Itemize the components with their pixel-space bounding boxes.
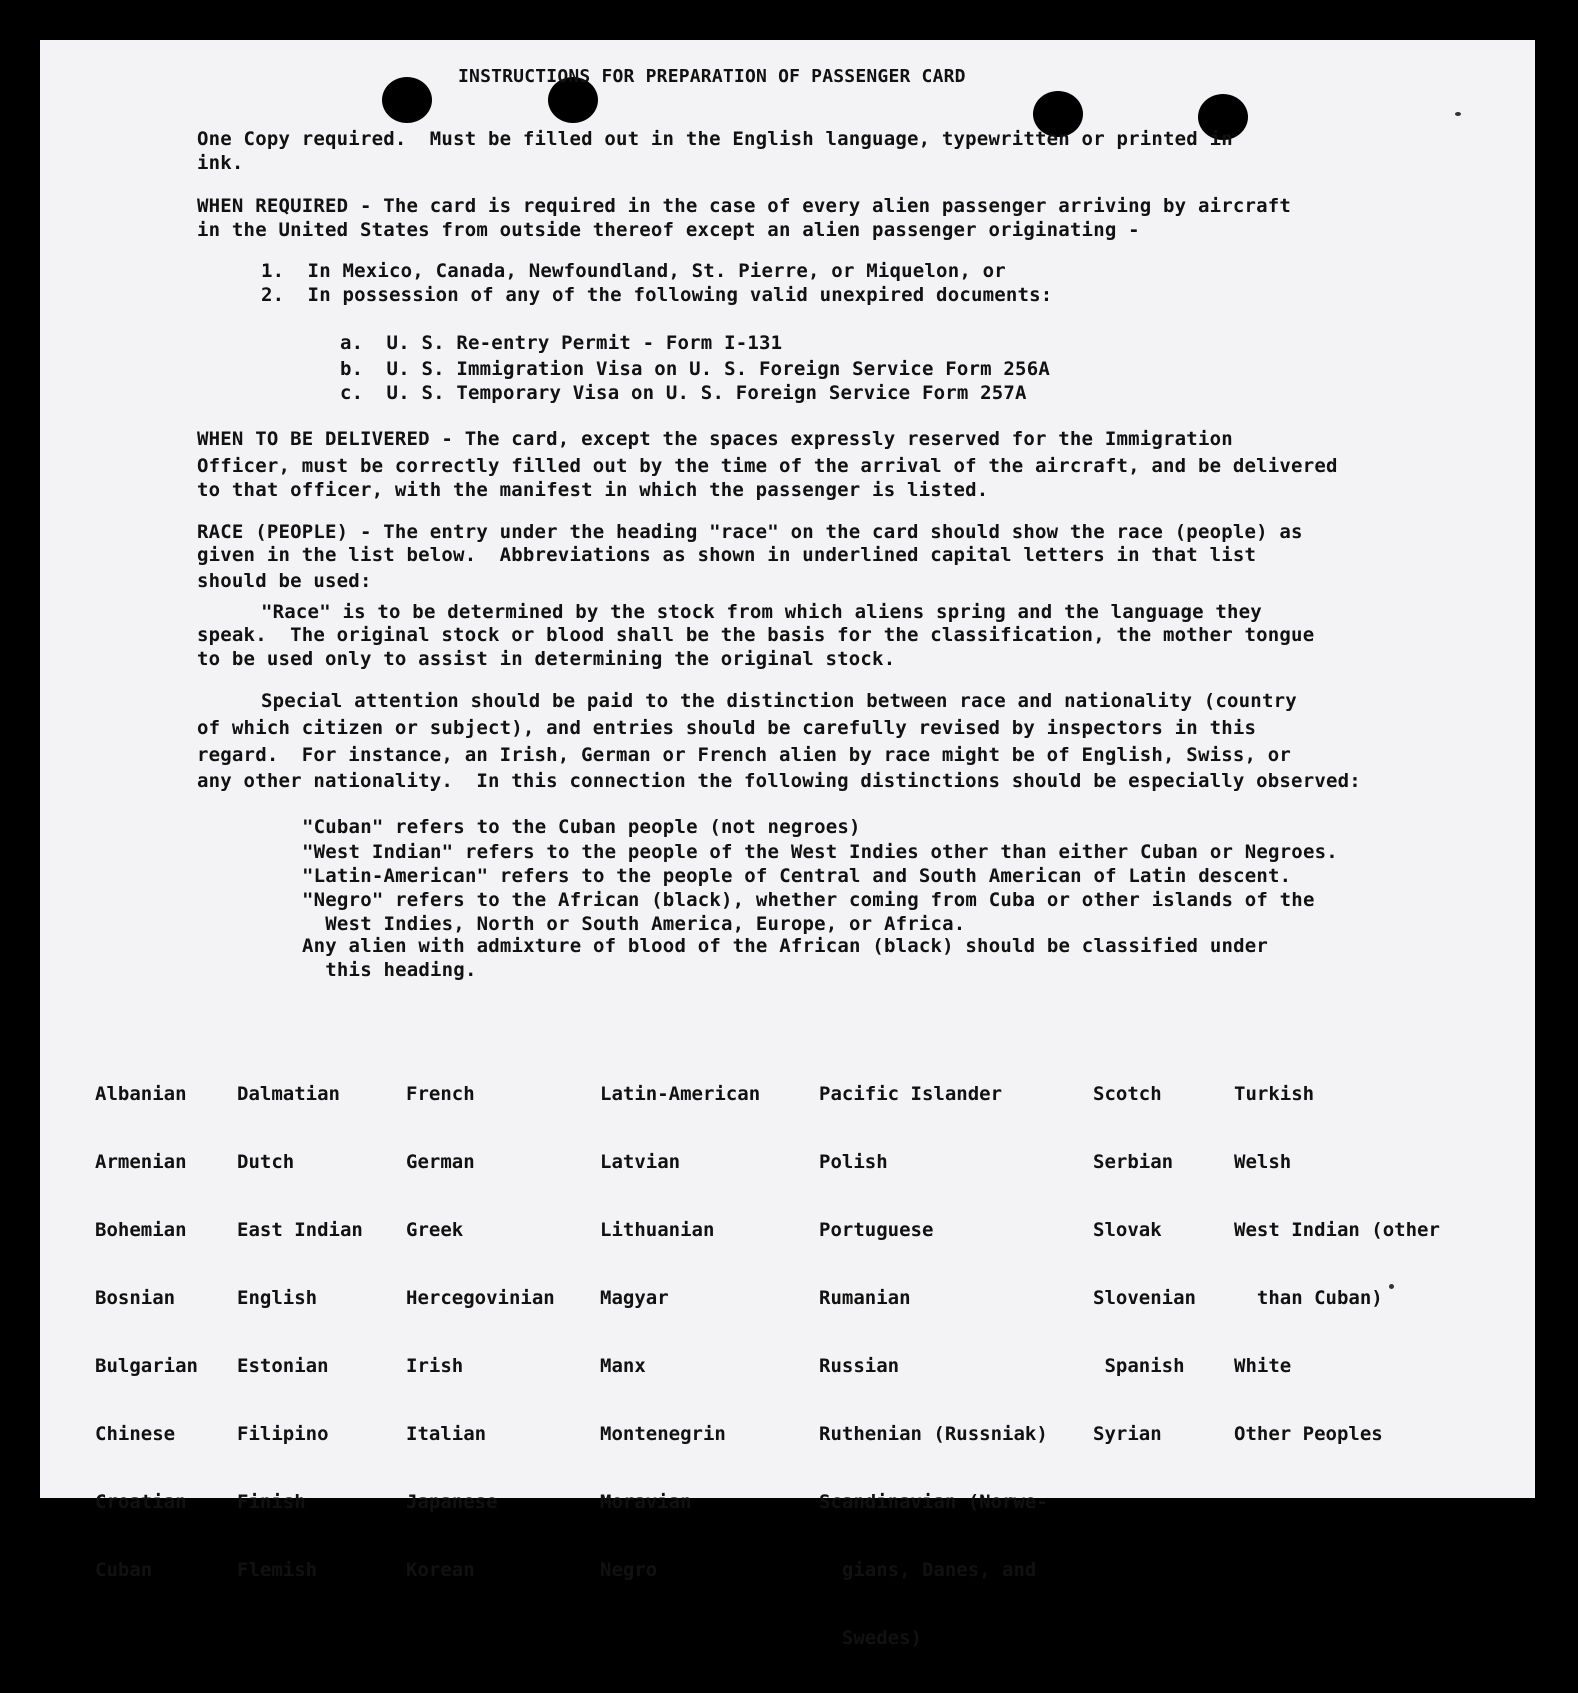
race-entry: Albanian <box>95 1083 187 1105</box>
race-entry: Scotch <box>1093 1083 1162 1105</box>
race-entry: Turkish <box>1234 1083 1315 1105</box>
race-entry: Swedes) <box>819 1627 922 1649</box>
race-entry: White <box>1234 1355 1292 1377</box>
when-delivered-line: WHEN TO BE DELIVERED - The card, except the spaces expressly reserved for the Immigration <box>197 428 1233 450</box>
race-entry: East Indian <box>237 1219 363 1241</box>
race-people-line: given in the list below. Abbreviations as shown in underlined capital letters in that list <box>197 544 1257 566</box>
race-entry: Scandinavian (Norwe- <box>819 1491 1048 1513</box>
race-column <box>1234 1039 1440 1489</box>
race-entry: Latin-American <box>600 1083 761 1105</box>
race-defined-line: "Race" is to be determined by the stock from which aliens spring and the language they <box>261 601 1262 623</box>
race-entry: Latvian <box>600 1151 681 1173</box>
race-entry: Syrian <box>1093 1423 1162 1445</box>
distinction-line: "Negro" refers to the African (black), whether coming from Cuba or other islands of the <box>302 889 1315 911</box>
race-entry: Slovenian <box>1093 1287 1196 1309</box>
exception-item: 1. In Mexico, Canada, Newfoundland, St. Pierre, or Miquelon, or <box>261 260 1006 282</box>
race-defined-line: speak. The original stock or blood shall be the basis for the classification, the mother tongue <box>197 624 1315 646</box>
punch-hole <box>382 77 432 123</box>
race-entry: Irish <box>406 1355 464 1377</box>
race-entry: Magyar <box>600 1287 669 1309</box>
distinction-line: "Cuban" refers to the Cuban people (not negroes) <box>302 816 861 838</box>
race-entry: Bulgarian <box>95 1355 198 1377</box>
special-attention-line: regard. For instance, an Irish, German or French alien by race might be of English, Swiss, or <box>197 744 1292 766</box>
race-entry: French <box>406 1083 475 1105</box>
race-entry: Japanese <box>406 1491 498 1513</box>
race-entry: Portuguese <box>819 1219 934 1241</box>
race-entry: Filipino <box>237 1423 329 1445</box>
distinction-line: "Latin-American" refers to the people of Central and South American of Latin descent. <box>302 865 1292 887</box>
distinction-line: "West Indian" refers to the people of the West Indies other than either Cuban or Negroes. <box>302 841 1338 863</box>
race-column <box>237 1039 363 1625</box>
race-entry: Serbian <box>1093 1151 1174 1173</box>
document-page <box>40 40 1535 1649</box>
document-item: a. U. S. Re-entry Permit - Form I-131 <box>340 332 783 354</box>
race-entry: Dalmatian <box>237 1083 340 1105</box>
race-entry: gians, Danes, and <box>819 1559 1037 1581</box>
distinction-line: Any alien with admixture of blood of the African (black) should be classified under <box>302 935 1269 957</box>
when-required-line: WHEN REQUIRED - The card is required in the case of every alien passenger arriving by aircraft <box>197 195 1292 217</box>
intro-line: ink. <box>197 152 244 174</box>
race-entry: Greek <box>406 1219 464 1241</box>
race-entry: Lithuanian <box>600 1219 715 1241</box>
race-entry: Ruthenian (Russniak) <box>819 1423 1048 1445</box>
race-defined-line: to be used only to assist in determining the original stock. <box>197 648 896 670</box>
document-item: c. U. S. Temporary Visa on U. S. Foreign Service Form 257A <box>340 382 1027 404</box>
race-entry: Dutch <box>237 1151 295 1173</box>
exception-item: 2. In possession of any of the following valid unexpired documents: <box>261 284 1053 306</box>
race-entry: Finish <box>237 1491 306 1513</box>
race-entry: Pacific Islander <box>819 1083 1003 1105</box>
race-people-line: RACE (PEOPLE) - The entry under the heading "race" on the card should show the race (people) as <box>197 521 1303 543</box>
when-delivered-line: to that officer, with the manifest in which the passenger is listed. <box>197 479 989 501</box>
race-entry: Welsh <box>1234 1151 1292 1173</box>
race-entry: Bohemian <box>95 1219 187 1241</box>
race-entry: Polish <box>819 1151 888 1173</box>
when-required-line: in the United States from outside thereof except an alien passenger originating - <box>197 219 1140 241</box>
race-entry: English <box>237 1287 318 1309</box>
race-entry: German <box>406 1151 475 1173</box>
speck <box>1455 112 1461 116</box>
race-entry: Cuban <box>95 1559 153 1581</box>
race-column <box>819 1039 1048 1693</box>
race-entry: Negro <box>600 1559 658 1581</box>
race-entry: Hercegovinian <box>406 1287 555 1309</box>
race-column <box>406 1039 555 1625</box>
race-entry: Armenian <box>95 1151 187 1173</box>
race-entry: Italian <box>406 1423 487 1445</box>
race-entry: Slovak <box>1093 1219 1162 1241</box>
race-entry: Estonian <box>237 1355 329 1377</box>
race-entry: Other Peoples <box>1234 1423 1383 1445</box>
race-entry: than Cuban) <box>1234 1287 1383 1309</box>
when-delivered-line: Officer, must be correctly filled out by the time of the arrival of the aircraft, and be delivered <box>197 455 1338 477</box>
race-entry: Russian <box>819 1355 900 1377</box>
race-column <box>600 1039 760 1625</box>
race-people-line: should be used: <box>197 570 372 592</box>
race-entry: Montenegrin <box>600 1423 726 1445</box>
distinction-line: West Indies, North or South America, Europe, or Africa. <box>302 913 966 935</box>
special-attention-line: Special attention should be paid to the distinction between race and nationality (country <box>261 690 1297 712</box>
document-item: b. U. S. Immigration Visa on U. S. Foreign Service Form 256A <box>340 358 1050 380</box>
race-entry: Moravian <box>600 1491 692 1513</box>
race-entry: Bosnian <box>95 1287 176 1309</box>
race-entry: Croatian <box>95 1491 187 1513</box>
race-column <box>95 1039 198 1625</box>
race-entry: West Indian (other <box>1234 1219 1440 1241</box>
race-entry: Rumanian <box>819 1287 911 1309</box>
race-entry: Flemish <box>237 1559 318 1581</box>
intro-line: One Copy required. Must be filled out in the English language, typewritten or printed in <box>197 128 1233 150</box>
race-entry: Spanish <box>1093 1355 1185 1377</box>
race-column <box>1093 1039 1196 1489</box>
race-entry: Chinese <box>95 1423 176 1445</box>
race-entry: Manx <box>600 1355 646 1377</box>
page-title: INSTRUCTIONS FOR PREPARATION OF PASSENGER CARD <box>458 66 966 87</box>
special-attention-line: any other nationality. In this connection the following distinctions should be especially observed: <box>197 770 1361 792</box>
race-entry: Korean <box>406 1559 475 1581</box>
special-attention-line: of which citizen or subject), and entries should be carefully revised by inspectors in this <box>197 717 1257 739</box>
distinction-line: this heading. <box>302 959 477 981</box>
